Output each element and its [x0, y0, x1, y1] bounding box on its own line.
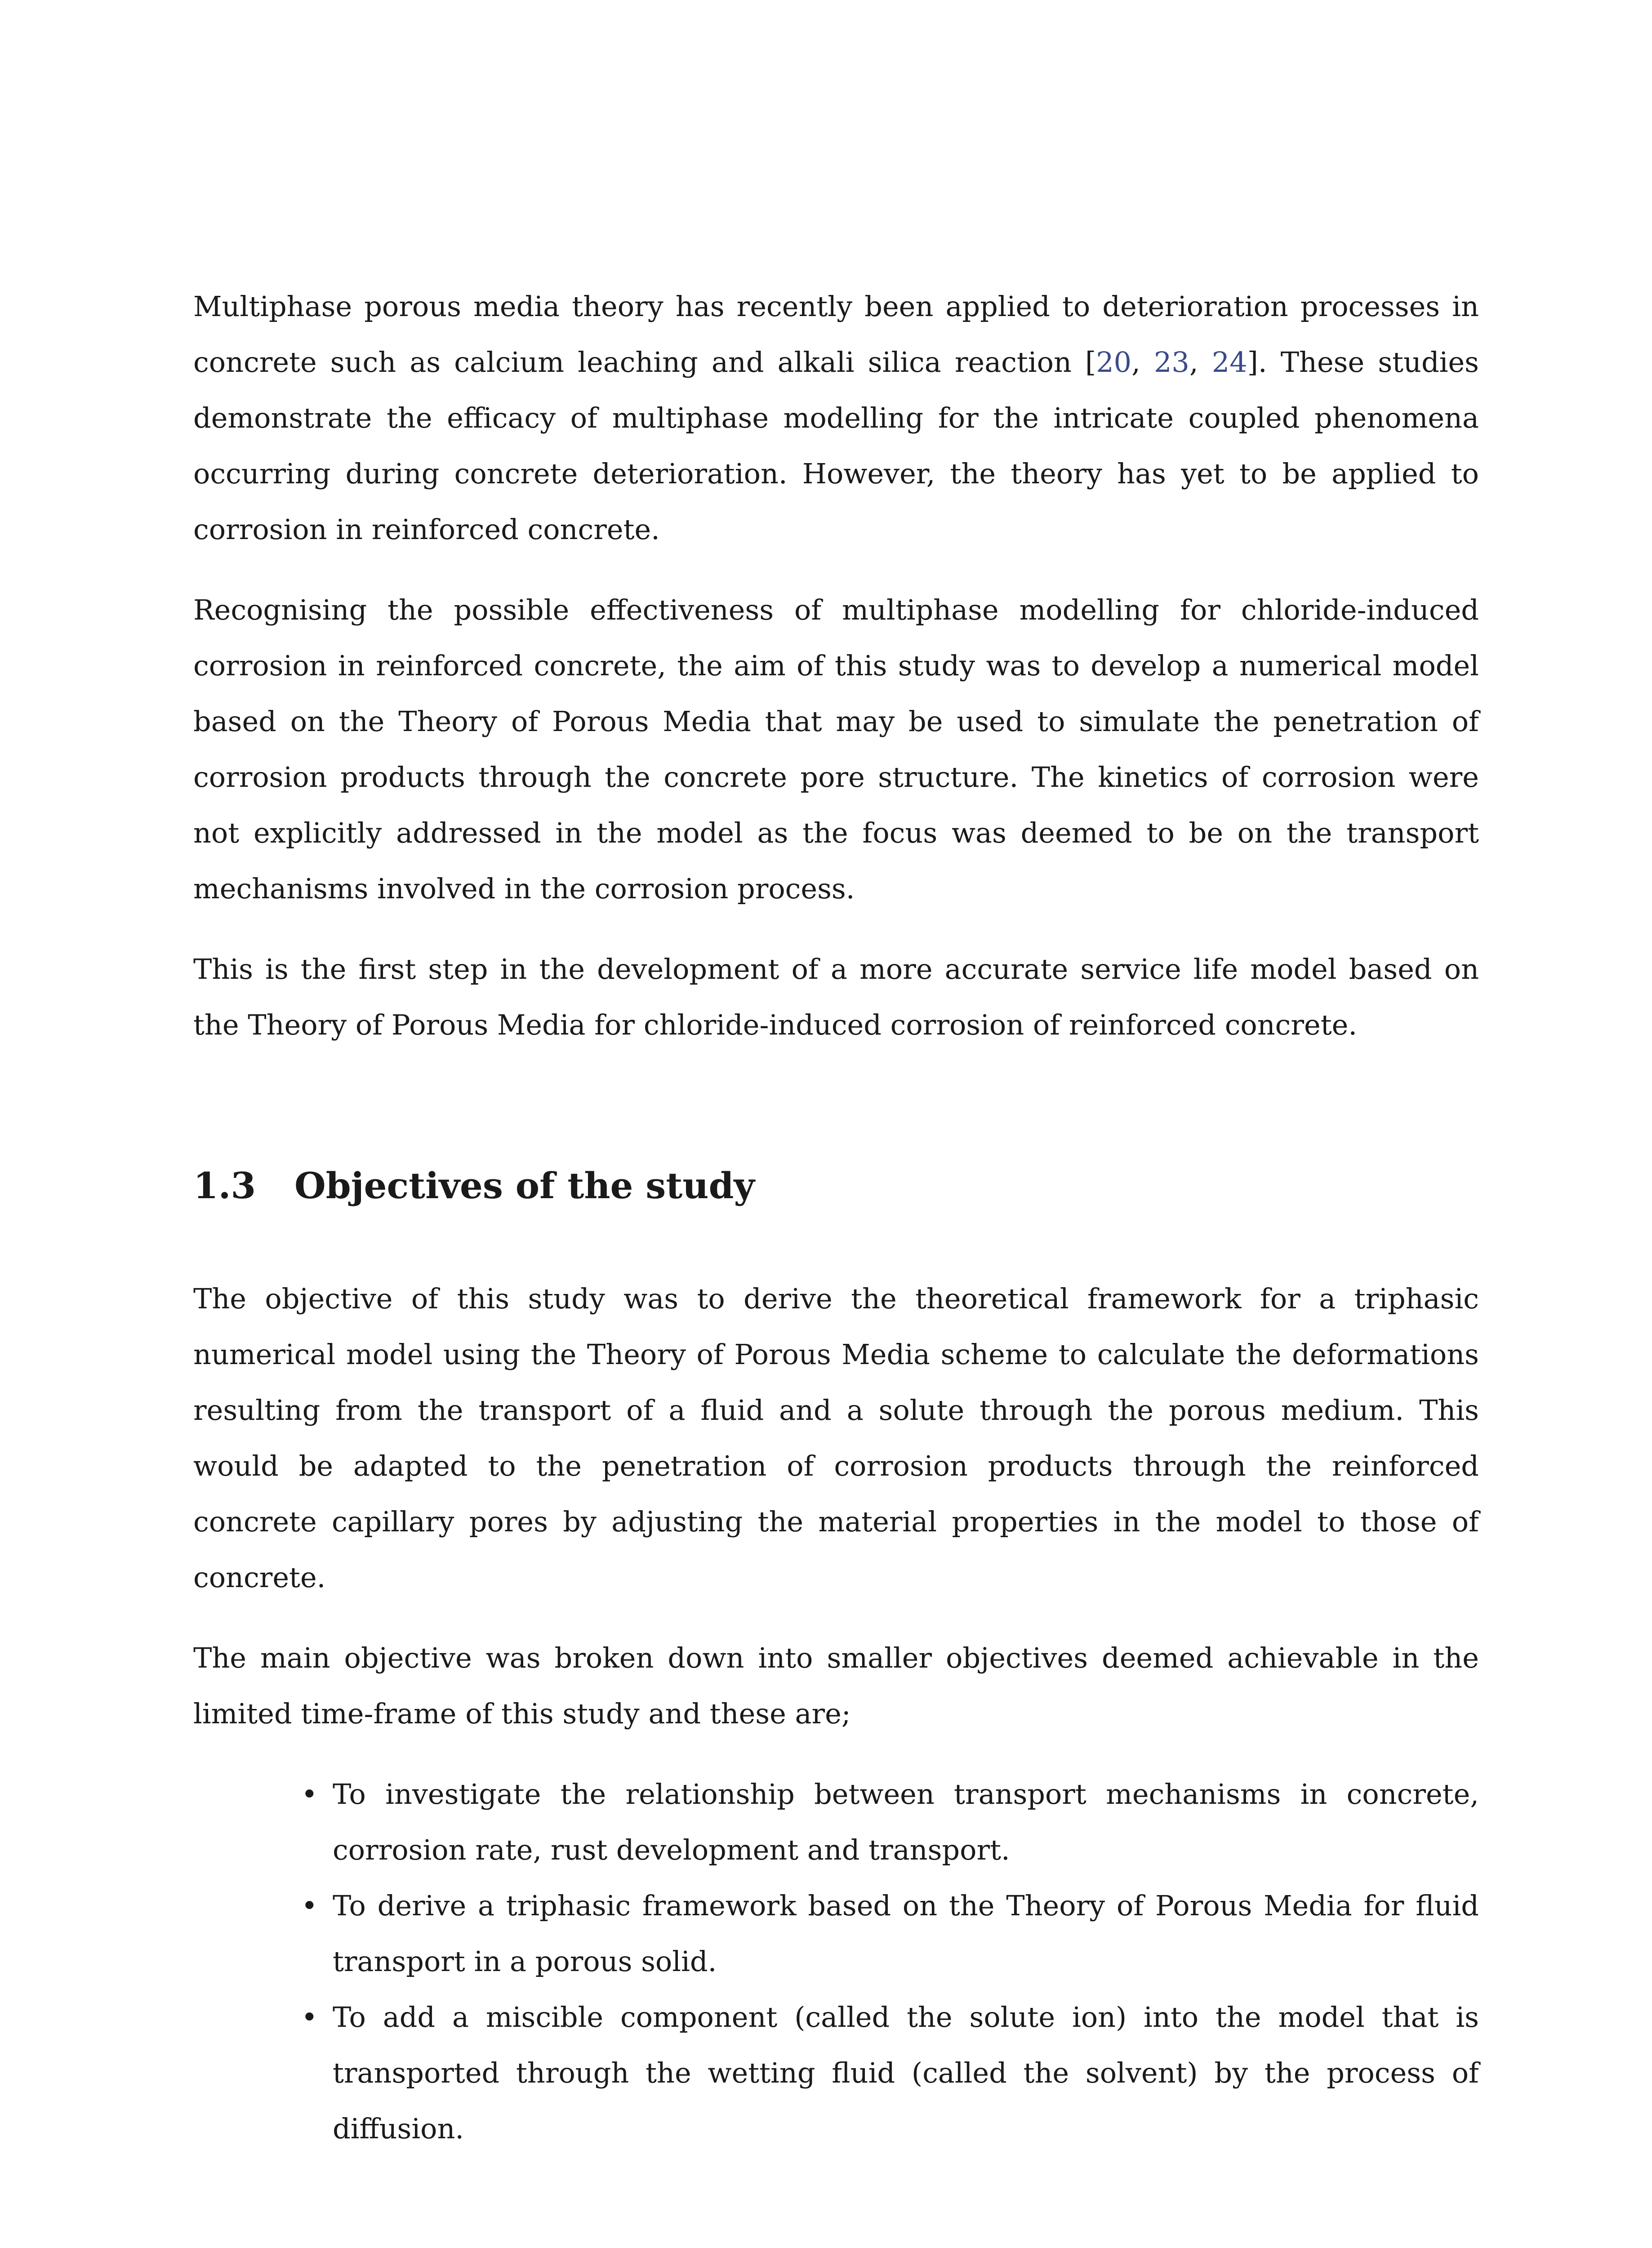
section-heading: [193, 1163, 1479, 1208]
list-item-text: To investigate the relationship between transport mechanisms in concrete, corrosion rate, rust development and transport.: [333, 1778, 1479, 1866]
paragraph-text: Multiphase porous media theory has recently been applied to deterioration processes in concrete such as calcium leaching and alkali silica reaction [: [193, 290, 1479, 379]
paragraph-main-objective: The main objective was broken down into smaller objectives deemed achievable in the limited time-frame of this study and these are;: [193, 1641, 1479, 1730]
bullet-icon: •: [301, 1778, 318, 1811]
list-item: [301, 1766, 1479, 1878]
citation-link[interactable]: 20: [1096, 346, 1132, 379]
document-page: [193, 279, 1479, 2157]
bullet-icon: •: [301, 1889, 318, 1922]
paragraph-text: ]. These studies demonstrate the efficacy of multiphase modelling for the intricate coupled phenomena occurring during concrete deterioration. However, the theory has yet to be applied to corrosion in reinforced concrete.: [193, 346, 1479, 546]
paragraph-study-aim: Recognising the possible effectiveness of multiphase modelling for chloride-induced corrosion in reinforced concrete, the aim of this study was to develop a numerical model based on the Theory of Porous Media that may be used to simulate the penetration of corrosion products through the concrete pore structure. The kinetics of corrosion were not explicitly addressed in the model as the focus was deemed to be on the transport mechanisms involved in the corrosion process.: [193, 593, 1479, 905]
paragraph-first-step: This is the first step in the development of a more accurate service life model based on the Theory of Porous Media for chloride-induced corrosion of reinforced concrete.: [193, 953, 1479, 1041]
citation-separator: ,: [1131, 346, 1154, 379]
section-title: Objectives of the study: [294, 1164, 755, 1207]
list-item: [301, 1989, 1479, 2157]
list-item-text: To derive a triphasic framework based on the Theory of Porous Media for fluid transport in a porous solid.: [333, 1889, 1479, 1978]
objectives-list: [301, 1766, 1479, 2157]
citation-link[interactable]: 24: [1211, 346, 1247, 379]
list-item: [301, 1878, 1479, 1989]
section-number: 1.3: [193, 1164, 256, 1207]
bullet-icon: •: [301, 2001, 318, 2034]
citation-separator: ,: [1189, 346, 1212, 379]
citation-link[interactable]: 23: [1153, 346, 1189, 379]
paragraph-multiphase-intro: [193, 279, 1479, 558]
paragraph-objective: The objective of this study was to derive the theoretical framework for a triphasic numerical model using the Theory of Porous Media scheme to calculate the deformations resulting from the transport of a fluid and a solute through the porous medium. This would be adapted to the penetration of corrosion products through the reinforced concrete capillary pores by adjusting the material properties in the model to those of concrete.: [193, 1282, 1479, 1594]
list-item-text: To add a miscible component (called the solute ion) into the model that is transported through the wetting fluid (called the solvent) by the process of diffusion.: [333, 2001, 1479, 2145]
